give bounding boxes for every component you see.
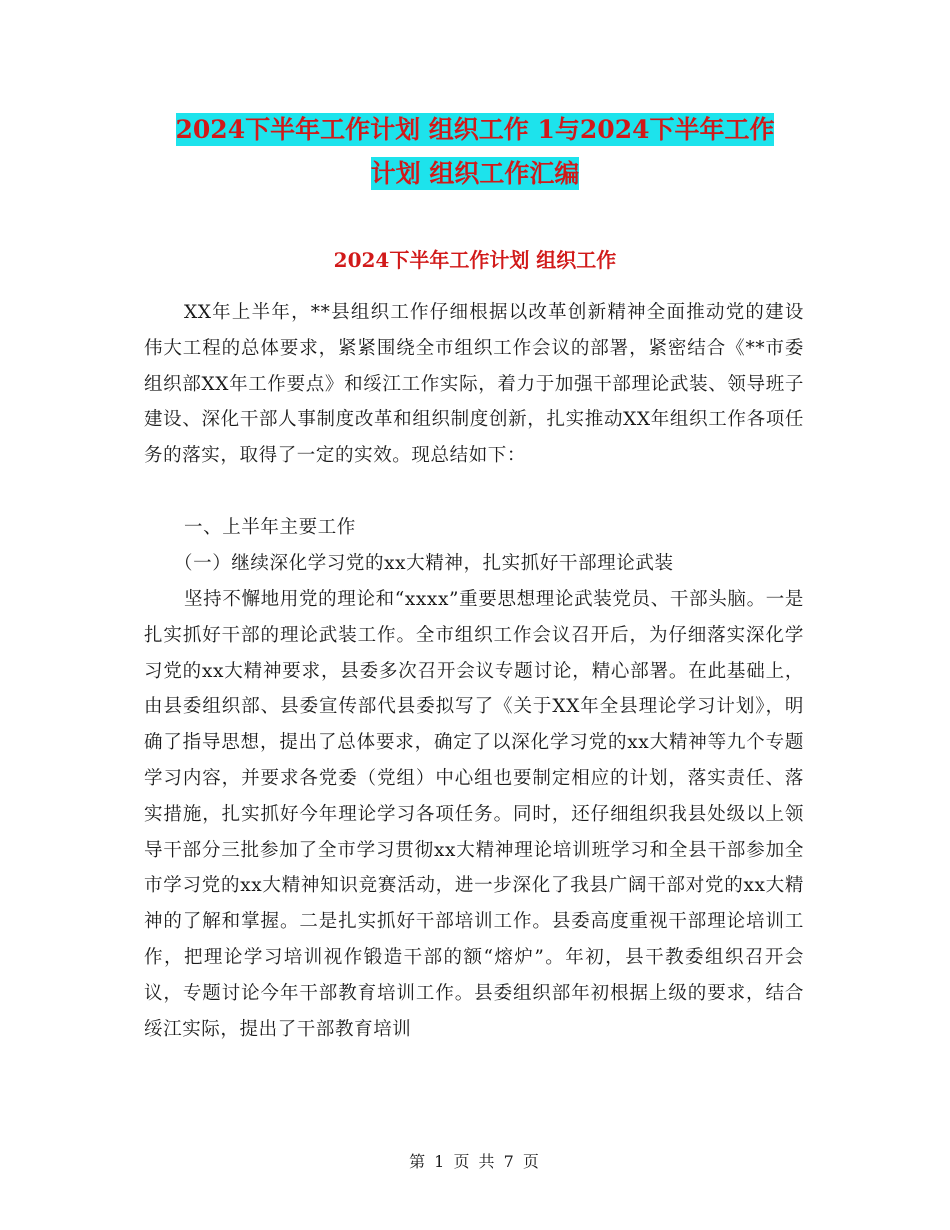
body-paragraph-summary: XX年上半年，**县组织工作仔细根据以改革创新精神全面推动党的建设伟大工程的总体要求，紧紧围绕全市组织工作会议的部署，紧密结合《**市委组织部XX年工作要点》和绥江工作实际，着力于加强干部理论武装、领导班子建设、深化干部人事制度改革和组织制度创新，扎实推动XX年组织工作各项任务的落实，取得了一定的实效。现总结如下： — [144, 302, 804, 467]
subheading-theory-study: （一）继续深化学习党的xx大精神，扎实抓好干部理论武装 — [174, 553, 674, 574]
section-heading: 2024下半年工作计划 组织工作 — [333, 248, 617, 272]
page-number-footer: 第 1 页 共 7 页 — [409, 1152, 541, 1171]
title-line-2-text: 计划 组织工作汇编 — [370, 159, 580, 188]
document-title-line-2 — [0, 152, 950, 196]
heading-main-work: 一、上半年主要工作 — [184, 517, 356, 538]
title-line-1-text: 2024下半年工作计划 组织工作 1与2024下半年工作 — [175, 115, 775, 144]
document-title-line-1 — [0, 108, 950, 152]
body-paragraph-theory: 坚持不懈地用党的理论和“xxxx”重要思想理论武装党员、干部头脑。一是扎实抓好干部的理论武装工作。全市组织工作会议召开后，为仔细落实深化学习党的xx大精神要求，县委多次召开会议专题讨论，精心部署。在此基础上，由县委组织部、县委宣传部代县委拟写了《关于XX年全县理论学习计划》，明确了指导思想，提出了总体要求，确定了以深化学习党的xx大精神等九个专题学习内容，并要求各党委（党组）中心组也要制定相应的计划，落实责任、落实措施，扎实抓好今年理论学习各项任务。同时，还仔细组织我县处级以上领导干部分三批参加了全市学习贯彻xx大精神理论培训班学习和全县干部参加全市学习党的xx大精神知识竞赛活动，进一步深化了我县广阔干部对党的xx大精神的了解和掌握。二是扎实抓好干部培训工作。县委高度重视干部理论培训工作，把理论学习培训视作锻造干部的额“熔炉”。年初，县干教委组织召开会议，专题讨论今年干部教育培训工作。县委组织部年初根据上级的要求，结合绥江实际，提出了干部教育培训 — [144, 589, 804, 1040]
